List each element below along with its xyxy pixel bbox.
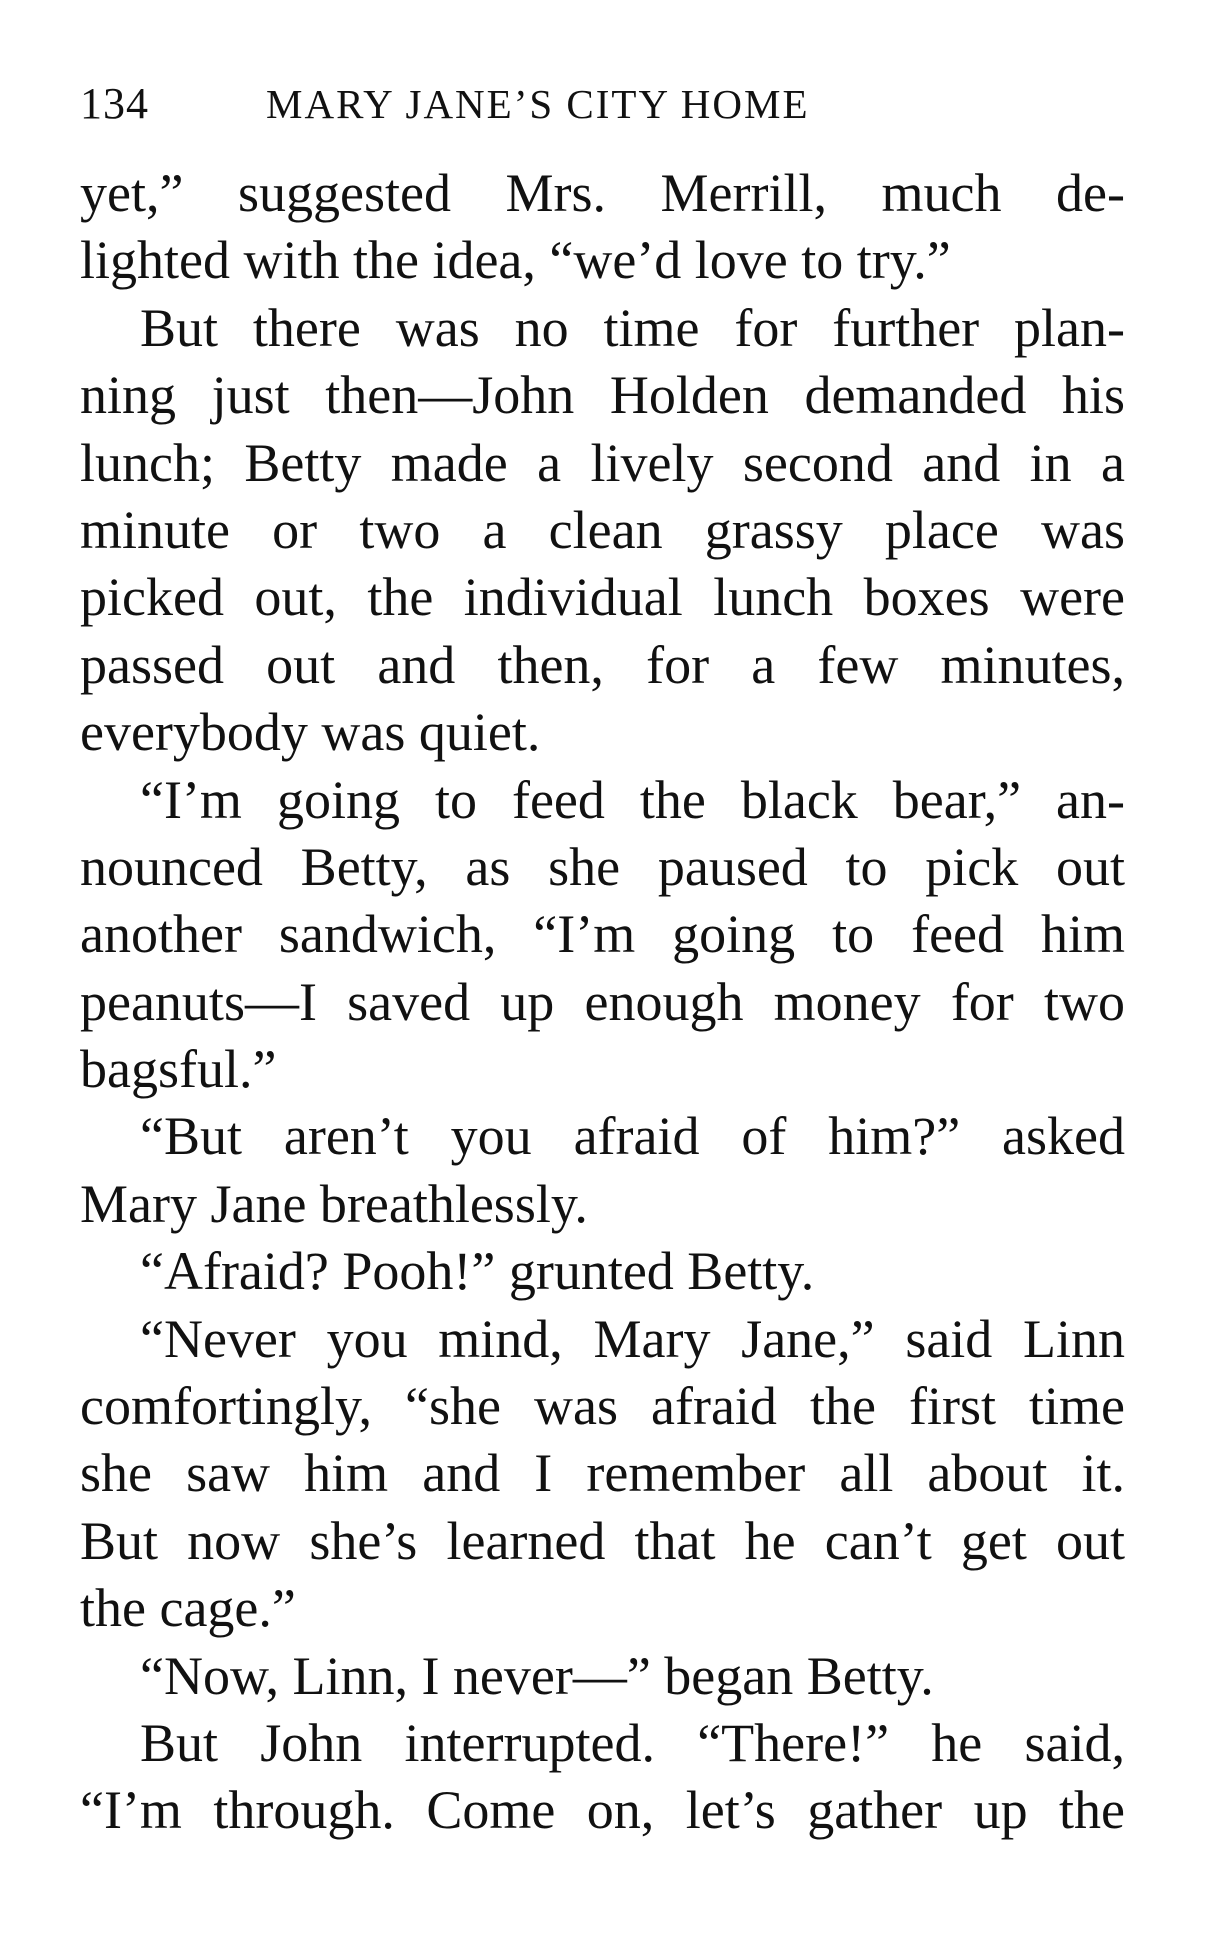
text-line: another sandwich, “I’m going to feed him	[80, 904, 1125, 965]
page-header	[80, 78, 960, 138]
text-line: But John interrupted. “There!” he said,	[140, 1712, 1125, 1773]
text-line: lunch; Betty made a lively second and in a	[80, 432, 1125, 493]
text-line: Mary Jane breathlessly.	[80, 1173, 588, 1234]
body-text	[80, 160, 1125, 1845]
text-line: But now she’s learned that he can’t get out	[80, 1510, 1125, 1571]
text-line: “I’m going to feed the black bear,” an-	[140, 769, 1125, 830]
page-number: 134	[80, 79, 149, 128]
text-line: passed out and then, for a few minutes,	[80, 634, 1125, 695]
text-line: she saw him and I remember all about it.	[80, 1443, 1125, 1504]
text-line: “But aren’t you afraid of him?” asked	[140, 1106, 1125, 1167]
text-line: “Afraid? Pooh!” grunted Betty.	[140, 1241, 815, 1302]
text-line: picked out, the individual lunch boxes were	[80, 567, 1125, 628]
text-line: yet,” suggested Mrs. Merrill, much de-	[80, 163, 1125, 223]
text-line: “Now, Linn, I never—” began Betty.	[140, 1645, 934, 1706]
text-line: lighted with the idea, “we’d love to try.”	[80, 230, 951, 291]
text-line: “Never you mind, Mary Jane,” said Linn	[140, 1308, 1125, 1369]
text-line: minute or two a clean grassy place was	[80, 499, 1125, 560]
text-line: bagsful.”	[80, 1039, 277, 1100]
text-line: nounced Betty, as she paused to pick out	[80, 836, 1125, 897]
running-title: MARY JANE’S CITY HOME	[266, 81, 810, 127]
text-line: ning just then—John Holden demanded his	[80, 365, 1125, 426]
text-line: But there was no time for further plan-	[140, 297, 1125, 358]
text-line: “I’m through. Come on, let’s gather up the	[80, 1780, 1125, 1841]
text-line: comfortingly, “she was afraid the first time	[80, 1376, 1125, 1437]
text-line: everybody was quiet.	[80, 702, 541, 763]
text-line: the cage.”	[80, 1578, 296, 1639]
text-line: peanuts—I saved up enough money for two	[80, 971, 1125, 1032]
